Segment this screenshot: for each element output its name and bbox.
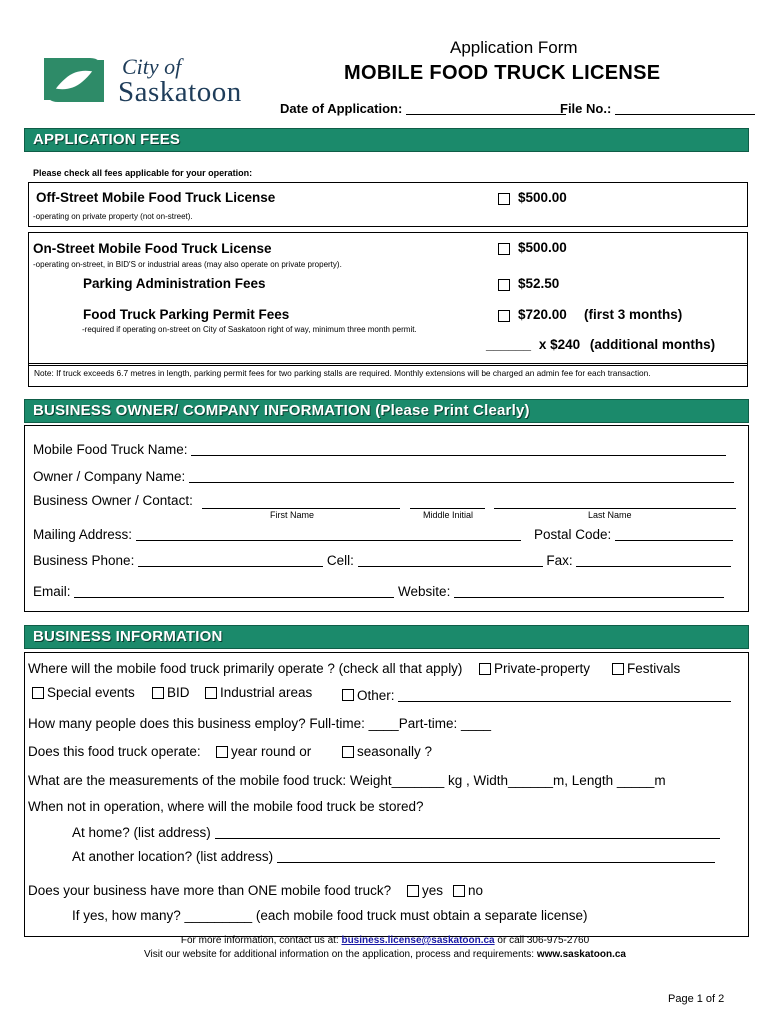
- more-trucks-q: Does your business have more than ONE mobile food truck?: [28, 883, 392, 898]
- measure-q: What are the measurements of the mobile food truck: Weight_______ kg , Width______m, Length _____m: [28, 773, 666, 788]
- private-property-checkbox[interactable]: [479, 663, 491, 675]
- parking-permit-checkbox[interactable]: [498, 310, 510, 322]
- additional-term: (additional months): [589, 337, 716, 352]
- footer-contact-prefix: For more information, contact us at:: [180, 935, 339, 946]
- email-label: Email:: [33, 584, 71, 599]
- page-number: Page 1 of 2: [668, 993, 725, 1005]
- mailing-label: Mailing Address:: [33, 527, 133, 542]
- other-label: Other:: [357, 688, 395, 703]
- fees-note: Note: If truck exceeds 6.7 metres in length, parking permit fees for two parking stalls are required. Monthly extensions will be charged an admin fee for each transaction.: [34, 368, 651, 378]
- postal-field[interactable]: [615, 526, 733, 541]
- phone-row: [33, 552, 731, 568]
- stored-q: When not in operation, where will the mobile food truck be stored?: [28, 799, 424, 814]
- other-checkbox[interactable]: [342, 689, 354, 701]
- employ-q: How many people does this business employ? Full-time: ____Part-time: ____: [28, 716, 491, 731]
- bid-label: BID: [167, 685, 190, 700]
- seasonally-label: seasonally ?: [357, 744, 433, 759]
- industrial-label: Industrial areas: [220, 685, 313, 700]
- offstreet-note: -operating on private property (not on-street).: [33, 212, 193, 221]
- first-name-field[interactable]: [202, 494, 400, 509]
- at-home-label: At home? (list address): [72, 825, 211, 840]
- city-logo: [40, 50, 270, 110]
- parking-permit-price: $720.00: [518, 307, 567, 322]
- phone-field[interactable]: [138, 552, 323, 567]
- first-name-caption: First Name: [270, 510, 315, 520]
- middle-initial-caption: Middle Initial: [423, 510, 474, 520]
- industrial-checkbox[interactable]: [205, 687, 217, 699]
- file-number: [560, 100, 755, 116]
- onstreet-label: On-Street Mobile Food Truck License: [33, 241, 272, 256]
- truck-name-label: Mobile Food Truck Name:: [33, 442, 188, 457]
- email-field[interactable]: [74, 583, 394, 598]
- another-location-row: [72, 848, 715, 864]
- other-field[interactable]: [398, 687, 731, 702]
- fax-label: Fax:: [546, 553, 573, 568]
- additional-months-row: [486, 337, 715, 352]
- parking-permit-note: -required if operating on-street on City of Saskatoon right of way, minimum three month permit.: [82, 325, 417, 334]
- year-round-checkbox[interactable]: [216, 746, 228, 758]
- postal-label: Postal Code:: [534, 527, 612, 542]
- no-label: no: [468, 883, 484, 898]
- owner-company-label: Owner / Company Name:: [33, 469, 186, 484]
- bid-checkbox[interactable]: [152, 687, 164, 699]
- website-label: Website:: [398, 584, 451, 599]
- private-property-label: Private-property: [494, 661, 591, 676]
- email-row: [33, 583, 724, 599]
- footer-website-link[interactable]: www.saskatoon.ca: [536, 949, 626, 960]
- page-title: MOBILE FOOD TRUCK LICENSE: [344, 62, 661, 84]
- onstreet-note: -operating on-street, in BID'S or industrial areas (may also operate on private property).: [33, 260, 342, 269]
- parking-permit-label: Food Truck Parking Permit Fees: [83, 307, 290, 322]
- section-business-info: [24, 625, 749, 649]
- footer-contact: [0, 935, 770, 946]
- parking-permit-term: (first 3 months): [584, 307, 683, 322]
- seasonally-checkbox[interactable]: [342, 746, 354, 758]
- onstreet-checkbox[interactable]: [498, 243, 510, 255]
- logo-mark-icon: [40, 52, 108, 108]
- last-name-field[interactable]: [494, 494, 736, 509]
- yes-label: yes: [422, 883, 444, 898]
- website-field[interactable]: [454, 583, 724, 598]
- where-q: Where will the mobile food truck primarily operate ? (check all that apply): [28, 661, 463, 676]
- year-round-label: year round or: [231, 744, 312, 759]
- yes-checkbox[interactable]: [407, 885, 419, 897]
- footer-website: [0, 949, 770, 960]
- owner-company-row: [33, 468, 734, 484]
- offstreet-checkbox[interactable]: [498, 193, 510, 205]
- other-row: [357, 687, 731, 703]
- section-title: APPLICATION FEES: [33, 131, 181, 148]
- file-label: File No.:: [560, 101, 612, 116]
- middle-initial-field[interactable]: [410, 494, 485, 509]
- parking-admin-label: Parking Administration Fees: [83, 276, 266, 291]
- date-of-application: [280, 100, 566, 116]
- another-location-label: At another location? (list address): [72, 849, 274, 864]
- offstreet-label: Off-Street Mobile Food Truck License: [36, 190, 276, 205]
- logo-name-text: Saskatoon: [118, 76, 242, 108]
- another-location-field[interactable]: [277, 848, 715, 863]
- mailing-field[interactable]: [136, 526, 521, 541]
- offstreet-price: $500.00: [518, 190, 567, 205]
- contact-label: Business Owner / Contact:: [33, 493, 193, 508]
- postal-row: [534, 526, 733, 542]
- date-field[interactable]: [406, 100, 566, 115]
- footer-website-prefix: Visit our website for additional information on the application, process and requirements:: [144, 949, 535, 960]
- logo-city-text: City of: [122, 54, 182, 79]
- file-field[interactable]: [615, 100, 755, 115]
- onstreet-price: $500.00: [518, 240, 567, 255]
- footer-contact-suffix: or call 306-975-2760: [497, 935, 590, 946]
- last-name-caption: Last Name: [588, 510, 632, 520]
- operate-q: Does this food truck operate:: [28, 744, 201, 759]
- section-application-fees: [24, 128, 749, 152]
- parking-admin-price: $52.50: [518, 276, 560, 291]
- fees-instruction: Please check all fees applicable for your operation:: [33, 168, 253, 178]
- parking-admin-checkbox[interactable]: [498, 279, 510, 291]
- additional-price: x $240: [538, 337, 581, 352]
- special-events-checkbox[interactable]: [32, 687, 44, 699]
- how-many: If yes, how many? _________ (each mobile food truck must obtain a separate license): [72, 908, 588, 923]
- owner-company-field[interactable]: [189, 468, 734, 483]
- date-label: Date of Application:: [280, 101, 403, 116]
- festivals-checkbox[interactable]: [612, 663, 624, 675]
- festivals-label: Festivals: [627, 661, 681, 676]
- truck-name-row: [33, 441, 726, 457]
- no-checkbox[interactable]: [453, 885, 465, 897]
- mailing-row: [33, 526, 521, 542]
- additional-months-blank[interactable]: ______: [486, 337, 532, 352]
- at-home-row: [72, 824, 720, 840]
- footer-email-link[interactable]: business.license@saskatoon.ca: [341, 935, 495, 946]
- phone-label: Business Phone:: [33, 553, 135, 568]
- cell-label: Cell:: [326, 553, 354, 568]
- at-home-field[interactable]: [215, 824, 720, 839]
- fax-field[interactable]: [576, 552, 731, 567]
- section-title: BUSINESS OWNER/ COMPANY INFORMATION (Please Print Clearly): [33, 402, 530, 419]
- section-owner-info: [24, 399, 749, 423]
- cell-field[interactable]: [358, 552, 543, 567]
- contact-row: [33, 493, 193, 508]
- section-title: BUSINESS INFORMATION: [33, 628, 223, 645]
- truck-name-field[interactable]: [191, 441, 726, 456]
- form-subtitle: Application Form: [450, 38, 578, 57]
- special-events-label: Special events: [47, 685, 135, 700]
